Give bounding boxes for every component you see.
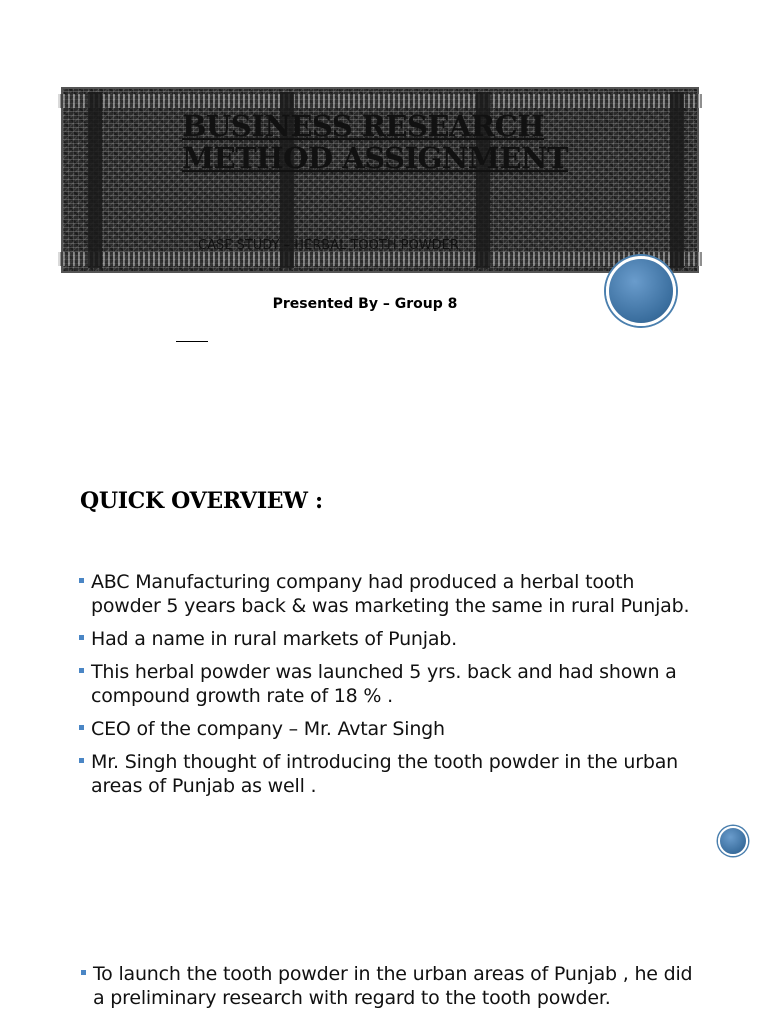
list-item <box>78 570 698 618</box>
bullet-icon <box>79 758 84 763</box>
banner-bar <box>670 92 684 268</box>
bullet-text: To launch the tooth powder in the urban areas of Punjab , he did a preliminary research with regard to the tooth powder. <box>93 963 693 1009</box>
bullet-text: ABC Manufacturing company had produced a herbal tooth powder 5 years back & was marketing the same in rural Punjab. <box>91 571 690 617</box>
presented-by: Presented By – Group 8 <box>272 296 458 312</box>
banner-stripe <box>58 94 702 108</box>
bullet-text: CEO of the company – Mr. Avtar Singh <box>91 718 445 740</box>
list-item <box>78 750 698 798</box>
list-item <box>78 627 698 651</box>
bullet-text: Mr. Singh thought of introducing the tooth powder in the urban areas of Punjab as well . <box>91 751 678 797</box>
overview-heading: QUICK OVERVIEW : <box>80 488 323 514</box>
divider-line <box>176 341 208 342</box>
bullet-icon <box>79 725 84 730</box>
overview-bullet-list <box>78 570 698 807</box>
banner-bar <box>88 92 102 268</box>
bullet-icon <box>79 668 84 673</box>
slide-title <box>182 110 602 174</box>
bullet-icon <box>79 578 84 583</box>
bullet-text: Had a name in rural markets of Punjab. <box>91 628 457 650</box>
title-slide <box>0 0 768 400</box>
slide-title-line1: BUSINESS RESEARCH <box>182 109 545 143</box>
decorative-circle <box>606 256 676 326</box>
bullet-icon <box>81 970 86 975</box>
bullet-text: This herbal powder was launched 5 yrs. back and had shown a compound growth rate of 18 % . <box>91 661 677 707</box>
list-item <box>78 717 698 741</box>
slide-title-line2: METHOD ASSIGNMENT <box>182 141 569 175</box>
banner-stripe <box>58 252 702 266</box>
bullet-icon <box>79 635 84 640</box>
list-item <box>78 660 698 708</box>
list-item <box>80 962 700 1010</box>
research-bullet-list <box>80 962 700 1019</box>
decorative-circle-small <box>718 826 748 856</box>
slide-subtitle: CASE STUDY – HERBAL TOOTH POWDER <box>198 238 459 253</box>
